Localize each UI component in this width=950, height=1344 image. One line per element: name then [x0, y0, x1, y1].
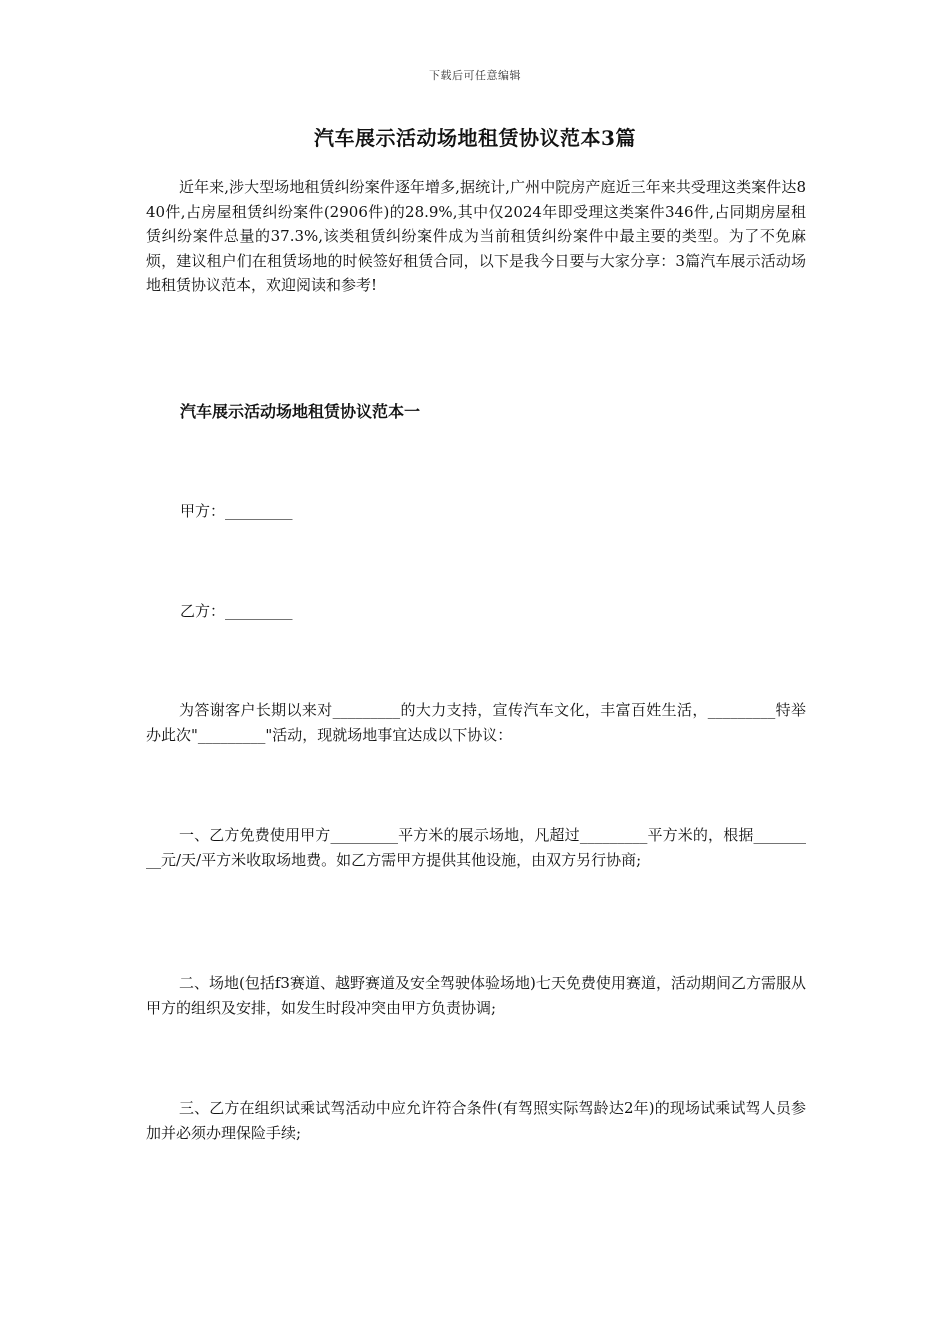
party-b-field: 乙方：_________	[180, 602, 293, 620]
intro-paragraph: 近年来,涉大型场地租赁纠纷案件逐年增多,据统计,广州中院房产庭近三年来共受理这类案件达840件,占房屋租赁纠纷案件(2906件)的28.9%,其中仅2024年即受理这类案件346件,占同期房屋租赁纠纷案件总量的37.3%,该类租赁纠纷案件成为当前租赁纠纷案件中最主要的类型。为了不免麻烦，建议租户们在租赁场地的时候签好租赁合同，以下是我今日要与大家分享：3篇汽车展示活动场地租赁协议范本，欢迎阅读和参考!	[146, 178, 806, 294]
preamble-paragraph: 为答谢客户长期以来对_________的大力支持，宣传汽车文化，丰富百姓生活，_________特举办此次"_________"活动，现就场地事宜达成以下协议：	[146, 701, 806, 744]
header-note: 下载后可任意编辑	[429, 69, 521, 82]
section-title: 汽车展示活动场地租赁协议范本一	[180, 402, 421, 421]
document-title: 汽车展示活动场地租赁协议范本3篇	[314, 126, 636, 150]
clause-2-paragraph: 二、场地(包括f3赛道、越野赛道及安全驾驶体验场地)七天免费使用赛道，活动期间乙方需服从甲方的组织及安排，如发生时段冲突由甲方负责协调;	[146, 974, 806, 1017]
clause-3-paragraph: 三、乙方在组织试乘试驾活动中应允许符合条件(有驾照实际驾龄达2年)的现场试乘试驾人员参加并必须办理保险手续;	[146, 1099, 806, 1142]
clause-1-paragraph: 一、乙方免费使用甲方_________平方米的展示场地，凡超过_________平方米的，根据_________元/天/平方米收取场地费。如乙方需甲方提供其他设施，由双方另行协商;	[146, 826, 806, 869]
party-a-field: 甲方：_________	[180, 502, 293, 520]
